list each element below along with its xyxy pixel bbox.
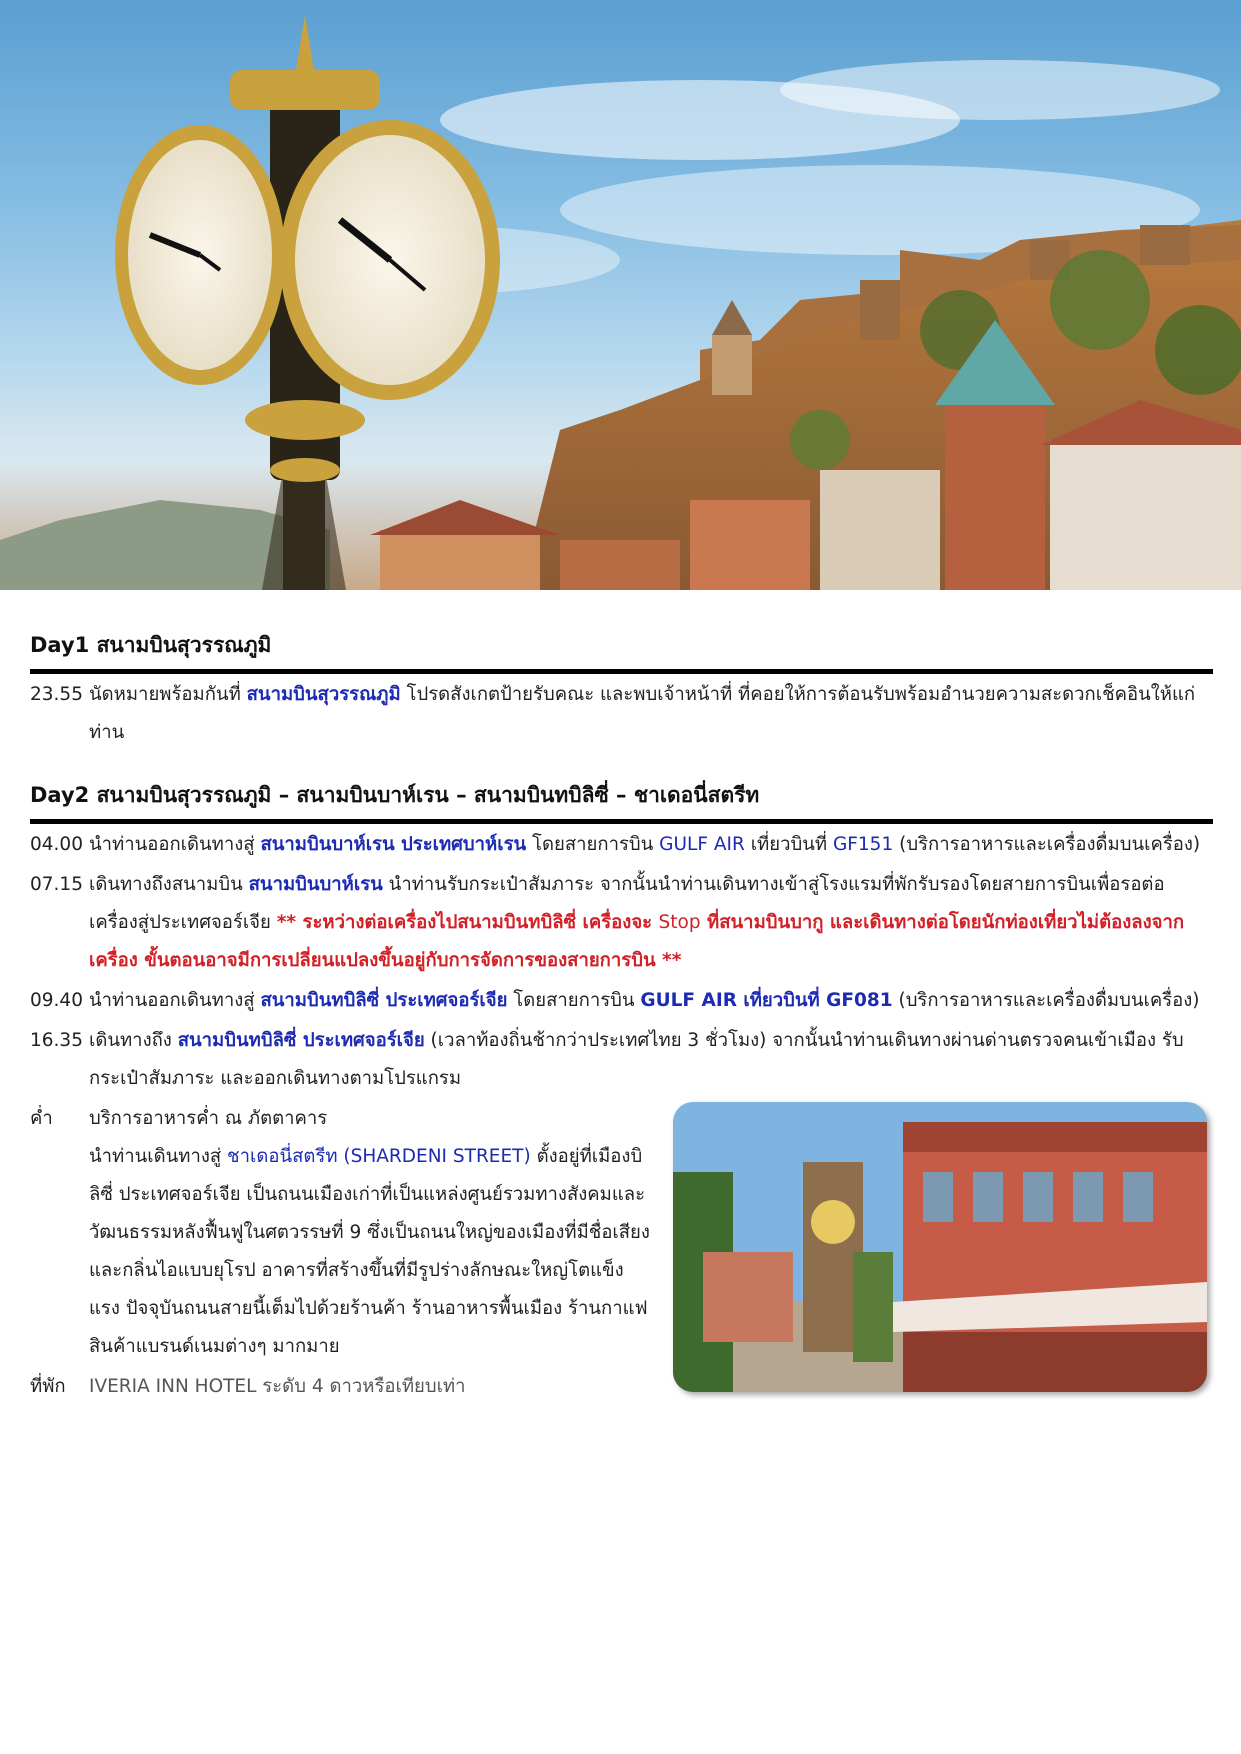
day1-section <box>30 630 1213 752</box>
dinner-row <box>30 1100 650 1138</box>
shardeni-highlight: ชาเดอนี่สตรีท (SHARDENI STREET) <box>227 1146 531 1167</box>
dinner-label: ค่ำ <box>30 1108 53 1129</box>
hero-photo <box>0 0 1241 590</box>
time-label: 04.00 <box>30 834 83 855</box>
day1-title: Day1 สนามบินสุวรรณภูมิ <box>30 630 1213 674</box>
time-label: 23.55 <box>30 684 83 705</box>
day1-row-2355 <box>30 676 1213 752</box>
shardeni-description: นำท่านเดินทางสู่ ชาเดอนี่สตรีท (SHARDENI STREET) ตั้งอยู่ที่เมืองบิลิซี่ ประเทศจอร์เจีย เป็นถนนเมืองเก่าที่เป็นแหล่งศูนย์รวมทางสังคมและวัฒนธรรมหลังฟื้นฟูในศตวรรษที่ 9 ซึ่งเป็นถนนใหญ่ของเมืองที่มีชื่อเสียงและกลิ่นไอแบบยุโรป อาคารที่สร้างขึ้นที่มีรูปร่างลักษณะใหญ่โตแข็งแรง ปัจจุบันถนนสายนี้เต็มไปด้วยร้านค้า ร้านอาหารพื้นเมือง ร้านกาแฟ สินค้าแบรนด์เนมต่างๆ มากมาย <box>89 1146 650 1357</box>
dinner-section <box>30 1100 1213 1366</box>
place-highlight: สนามบินสุวรรณภูมิ <box>246 684 401 705</box>
day2-section <box>30 780 1213 1406</box>
row-text: นำท่านออกเดินทางสู่ สนามบินบาห์เรน ประเทศบาห์เรน โดยสายการบิน GULF AIR เที่ยวบินที่ GF151 (บริการอาหารและเครื่องดื่มบนเครื่อง) <box>89 834 1201 855</box>
day2-row-0400 <box>30 826 1213 864</box>
day2-row-0940 <box>30 982 1213 1020</box>
day2-title: Day2 สนามบินสุวรรณภูมิ – สนามบินบาห์เรน – สนามบินทบิลิซี่ – ชาเดอนี่สตรีท <box>30 780 1213 824</box>
dinner-text: บริการอาหารค่ำ ณ ภัตตาคาร <box>89 1108 328 1129</box>
hotel-label: ที่พัก <box>30 1376 66 1397</box>
time-label: 16.35 <box>30 1030 83 1051</box>
row-text: นัดหมายพร้อมกันที่ สนามบินสุวรรณภูมิ โปรดสังเกตป้ายรับคณะ และพบเจ้าหน้าที่ ที่คอยให้การต้อนรับพร้อมอำนวยความสะดวกเช็คอินให้แก่ท่าน <box>89 684 1196 743</box>
street-illustration <box>673 1102 1207 1392</box>
time-label: 07.15 <box>30 874 83 895</box>
day2-row-0715 <box>30 866 1213 980</box>
day2-row-1635 <box>30 1022 1213 1098</box>
row-text: เดินทางถึงสนามบิน สนามบินบาห์เรน นำท่านรับกระเป๋าสัมภาระ จากนั้นนำท่านเดินทางเข้าสู่โรงแรมที่พักรับรองโดยสายการบินเพื่อรอต่อเครื่องสู่ประเทศจอร์เจีย ** ระหว่างต่อเครื่องไปสนามบินทบิลิซี่ เครื่องจะ Stop ที่สนามบินบากู และเดินทางต่อโดยนักท่องเที่ยวไม่ต้องลงจากเครื่อง ขั้นตอนอาจมีการเปลี่ยนแปลงขึ้นอยู่กับการจัดการของสายการบิน ** <box>89 874 1185 971</box>
hero-illustration <box>0 0 1241 590</box>
row-text: นำท่านออกเดินทางสู่ สนามบินทบิลิซี่ ประเทศจอร์เจีย โดยสายการบิน GULF AIR เที่ยวบินที่ GF081 (บริการอาหารและเครื่องดื่มบนเครื่อง) <box>89 990 1200 1011</box>
hotel-text: IVERIA INN HOTEL ระดับ 4 ดาวหรือเทียบเท่า <box>89 1376 466 1397</box>
row-text: เดินทางถึง สนามบินทบิลิซี่ ประเทศจอร์เจีย (เวลาท้องถิ่นช้ากว่าประเทศไทย 3 ชั่วโมง) จากนั้นนำท่านเดินทางผ่านด่านตรวจคนเข้าเมือง รับกระเป๋าสัมภาระ และออกเดินทางตามโปรแกรม <box>89 1030 1184 1089</box>
itinerary-content <box>30 630 1213 1434</box>
shardeni-street-photo <box>673 1102 1207 1392</box>
time-label: 09.40 <box>30 990 83 1011</box>
